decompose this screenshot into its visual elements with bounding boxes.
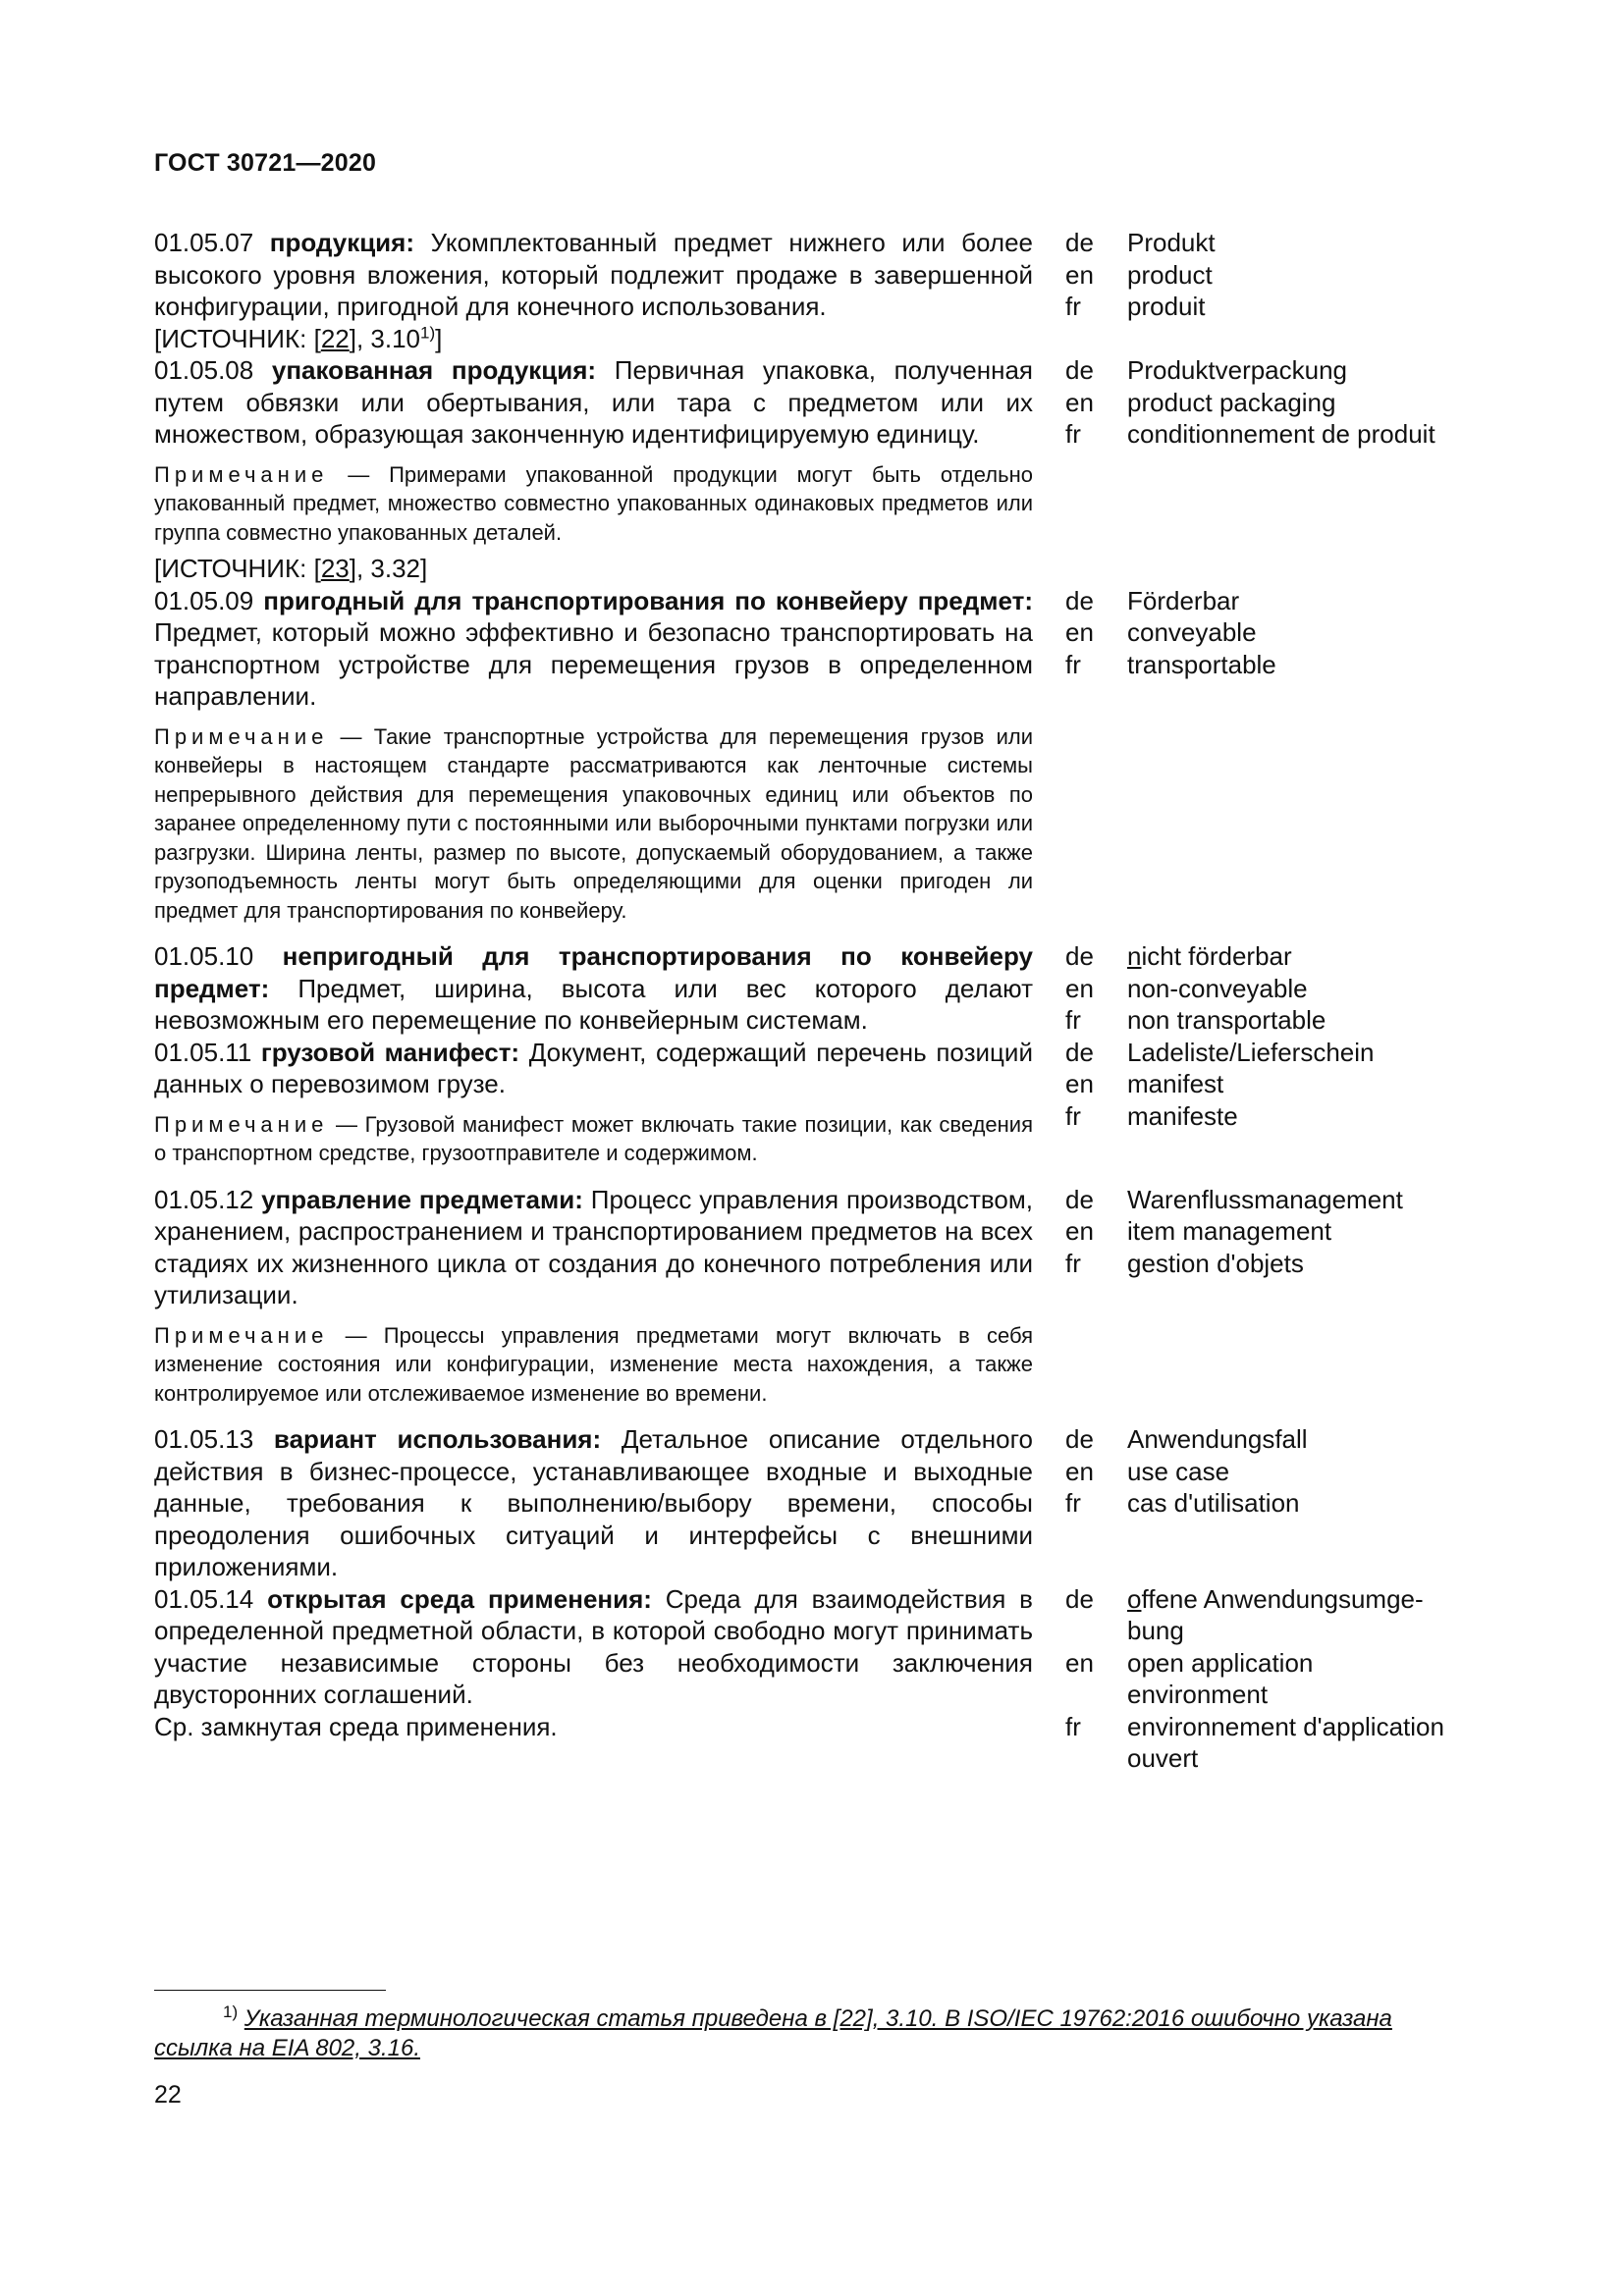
translations: de Produkt en product fr produit — [1065, 227, 1497, 323]
note: Примечание — Такие транспортные устройства для перемещения грузов или конвейеры в настоящем стандарте рассматриваются как ленточные системы непрерывного действия для перемещения упаковочных единиц или объектов по заранее определенному пути с постоянными или выборочными пунктами погрузки или разгрузки. Ширина ленты, размер по высоте, допускаемый оборудованием, а также грузоподъемность ленты могут быть определяющими для оценки пригоден ли предмет для транспортирования по конвейеру. — [154, 723, 1033, 923]
translation-de: Anwendungsfall — [1127, 1424, 1308, 1454]
footnote-marker[interactable]: 1) — [420, 322, 436, 342]
term-entry-01-05-10 — [154, 940, 1475, 1037]
term-definition: Предмет, который можно эффективно и безопасно транспортировать на транспортном устройстве для перемещения грузов в определенном направлении. — [154, 617, 1033, 711]
footnote-mark: 1) — [223, 2002, 239, 2021]
translation-en: conveyable — [1127, 617, 1257, 647]
term-name: пригодный для транспортирования по конвейеру предмет: — [263, 585, 1034, 615]
translation-fr: transportable — [1127, 649, 1276, 679]
term-entry-01-05-11 — [154, 1037, 1475, 1174]
term-name: вариант использования: — [273, 1424, 602, 1454]
page-number: 22 — [154, 2081, 182, 2109]
translations: de Warenflussmanagement en item management fr gestion d'objets — [1065, 1184, 1497, 1280]
source-link[interactable]: 22 — [320, 323, 350, 353]
footnote-text: Указанная терминологическая статья приведена в [22], 3.10. В ISO/IEC 19762:2016 ошибочно указана ссылка на EIA 802, 3.16. — [154, 2005, 1392, 2061]
term-number: 01.05.12 — [154, 1184, 254, 1214]
term-definition: Предмет, ширина, высота или вес которого делают невозможным его перемещение по конвейерным системам. — [154, 973, 1033, 1035]
translation-de: Warenflussmanagement — [1127, 1184, 1403, 1214]
term-entry-01-05-08 — [154, 354, 1475, 585]
translations: de Produktverpackung en product packaging fr conditionnement de produit — [1065, 354, 1497, 451]
term-entry-01-05-07 — [154, 227, 1475, 354]
source-link[interactable]: 23 — [320, 554, 350, 583]
document-header: ГОСТ 30721—2020 — [154, 149, 377, 177]
translation-fr: non transportable — [1127, 1005, 1326, 1035]
term-entry-01-05-13 — [154, 1423, 1475, 1583]
translation-de: Produkt — [1127, 228, 1216, 257]
translations: de Ladeliste/Lieferschein en manifest fr manifeste — [1065, 1037, 1497, 1133]
term-definition: Укомплектованный предмет нижнего или более высокого уровня вложения, который подлежит продаже в завершенной конфигурации, пригодной для конечного использования. — [154, 228, 1034, 321]
footnote-divider — [154, 1990, 386, 1991]
note: Примечание — Процессы управления предметами могут включать в себя изменение состояния или конфигурации, изменение места нахождения, а также контролируемое или отслеживаемое изменение во времени. — [154, 1322, 1033, 1406]
translation-fr: produit — [1127, 292, 1206, 321]
cross-reference: Ср. замкнутая среда применения. — [154, 1711, 558, 1741]
translation-en: product packaging — [1127, 387, 1336, 417]
translation-de: Förderbar — [1127, 585, 1240, 615]
translations: de Anwendungsfall en use case fr cas d'utilisation — [1065, 1423, 1497, 1520]
translation-fr: gestion d'objets — [1127, 1248, 1304, 1278]
translation-en: non-conveyable — [1127, 973, 1308, 1003]
term-definition: Среда для взаимодействия в определенной предметной области, в которой свободно могут принимать участие независимые стороны без необходимости заключения двусторонних соглашений. — [154, 1583, 1033, 1709]
translation-fr: conditionnement de produit — [1127, 419, 1435, 449]
translation-en: open application environment — [1127, 1647, 1314, 1709]
term-name: непригодный для транспортирования по конвейеру предмет: — [154, 941, 1033, 1003]
term-definition: Документ, содержащий перечень позиций данных о перевозимом грузе. — [154, 1037, 1033, 1098]
term-number: 01.05.09 — [154, 585, 254, 615]
note: Примечание — Грузовой манифест может включать такие позиции, как сведения о транспортном средстве, грузоотправителе и содержимом. — [154, 1111, 1033, 1165]
translations: de Förderbar en conveyable fr transportable — [1065, 585, 1497, 681]
translation-fr: environnement d'application ouvert — [1127, 1711, 1444, 1773]
term-name: продукция: — [269, 228, 414, 257]
term-name: упакованная продукция: — [271, 355, 597, 385]
translation-fr: manifeste — [1127, 1100, 1238, 1131]
source-reference: [ИСТОЧНИК: [22], 3.10$^{1)}$] — [154, 322, 443, 353]
translation-de: offene Anwendungsumge- bung — [1127, 1583, 1424, 1645]
term-definition: Процесс управления производством, хранением, распространением и транспортированием предметов на всех стадиях их жизненного цикла от создания до конечного потребления или утилизации. — [154, 1184, 1033, 1309]
note: Примечание — Примерами упакованной продукции могут быть отдельно упакованный предмет, множество совместно упакованных одинаковых предметов или группа совместно упакованных деталей. — [154, 461, 1033, 545]
translation-de: Produktverpackung — [1127, 355, 1348, 385]
term-entry-01-05-14 — [154, 1583, 1475, 1773]
footnote — [154, 2004, 1475, 2063]
term-number: 01.05.14 — [154, 1583, 254, 1614]
term-definition: Первичная упаковка, полученная путем обвязки или обертывания, или тара с предметом или их множеством, образующая законченную идентифицируемую единицу. — [154, 355, 1033, 449]
term-number: 01.05.13 — [154, 1424, 254, 1454]
term-name: грузовой манифест: — [260, 1037, 520, 1067]
term-entry-01-05-12 — [154, 1184, 1475, 1415]
term-number: 01.05.08 — [154, 355, 254, 385]
source-reference: [ИСТОЧНИК: [23], 3.32] — [154, 554, 428, 583]
translation-en: product — [1127, 259, 1213, 290]
translation-en: use case — [1127, 1456, 1230, 1486]
term-number: 01.05.11 — [154, 1037, 252, 1067]
translations: de nicht förderbar en non-conveyable fr non transportable — [1065, 940, 1497, 1037]
term-definition: Детальное описание отдельного действия в бизнес-процессе, устанавливающее входные и выходные данные, требования к выполнению/выбору времени, способы преодоления ошибочных ситуаций и интерфейсы с внешними приложениями. — [154, 1424, 1033, 1581]
translation-de: nicht förderbar — [1127, 941, 1292, 971]
term-entry-01-05-09 — [154, 585, 1475, 932]
translation-fr: cas d'utilisation — [1127, 1488, 1300, 1518]
translation-en: manifest — [1127, 1069, 1224, 1098]
translation-en: item management — [1127, 1216, 1332, 1246]
term-number: 01.05.10 — [154, 941, 254, 971]
term-name: управление предметами: — [261, 1184, 583, 1214]
term-name: открытая среда применения: — [267, 1583, 652, 1614]
translations: de offene Anwendungsumge- bung en open application environment fr environnement d'application ouvert — [1065, 1583, 1497, 1775]
term-number: 01.05.07 — [154, 228, 254, 257]
translation-de: Ladeliste/Lieferschein — [1127, 1037, 1375, 1067]
terms-content — [154, 227, 1475, 1773]
